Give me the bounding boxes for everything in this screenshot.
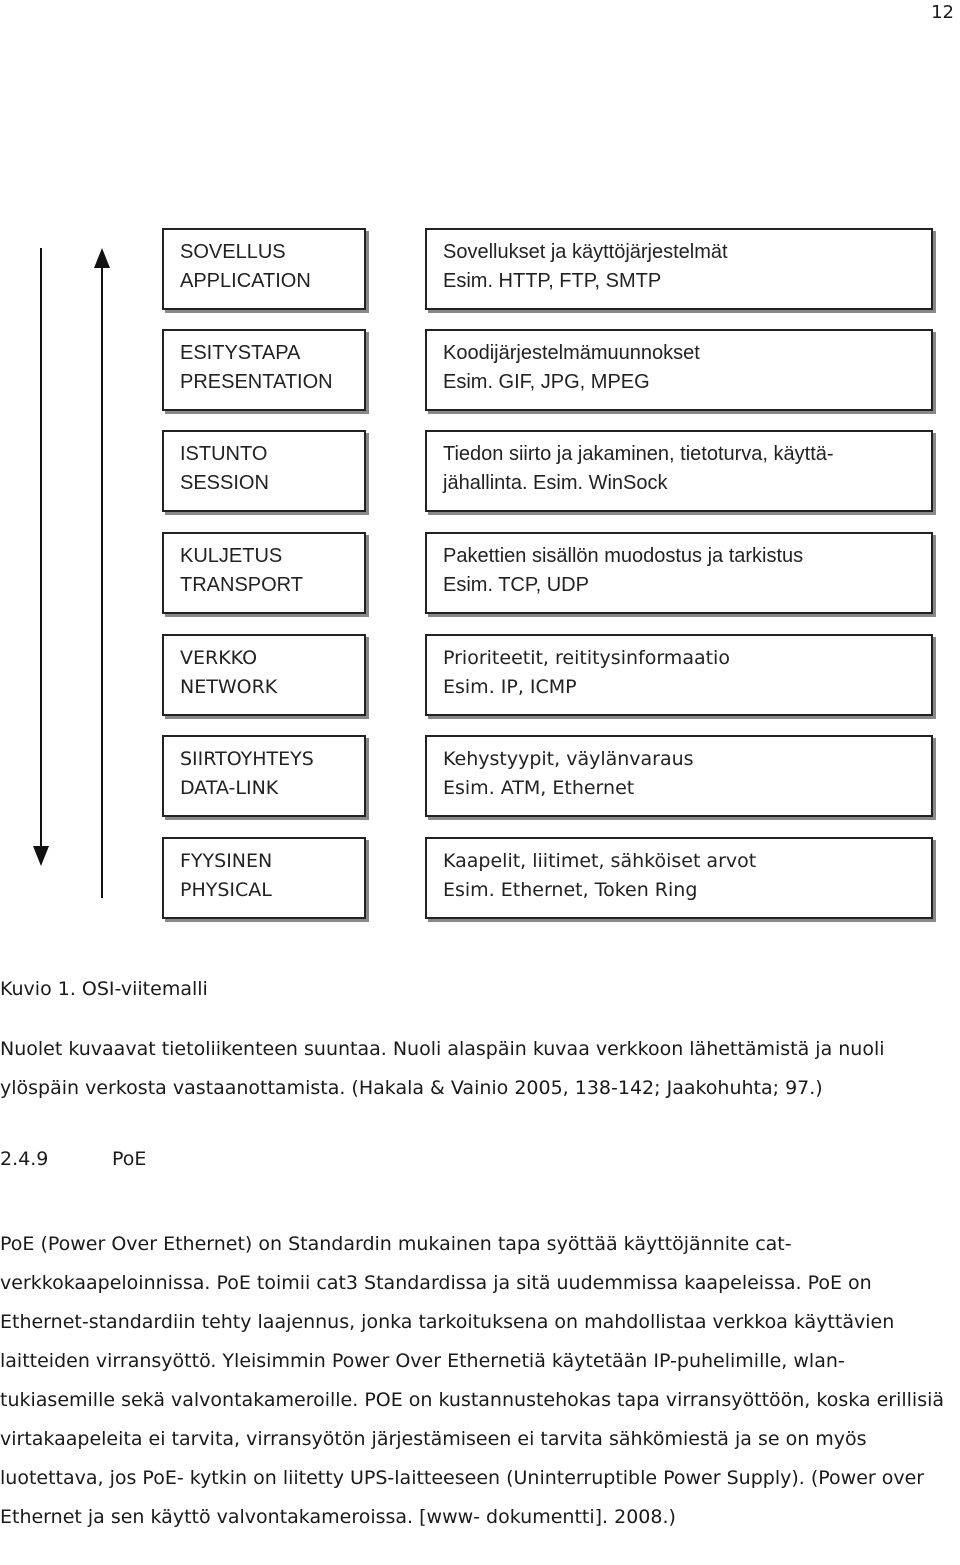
layer-name-fi: ISTUNTO <box>180 443 268 465</box>
desc-example: Esim. HTTP, FTP, SMTP <box>443 270 662 292</box>
osi-desc-network <box>425 634 933 716</box>
layer-name-en: DATA-LINK <box>180 777 279 799</box>
layer-name-fi: FYYSINEN <box>180 850 273 872</box>
desc-line: Tiedon siirto ja jakaminen, tietoturva, käyttä- <box>443 443 834 465</box>
desc-example: Esim. IP, ICMP <box>443 676 577 698</box>
osi-desc-session <box>425 430 933 512</box>
desc-line: Pakettien sisällön muodostus ja tarkistus <box>443 545 804 567</box>
desc-line: Kehystyypit, väylänvaraus <box>443 748 694 770</box>
section-title: PoE <box>112 1148 147 1170</box>
layer-name-en: APPLICATION <box>180 270 311 292</box>
desc-example: Esim. GIF, JPG, MPEG <box>443 371 650 393</box>
osi-desc-data-link <box>425 735 933 817</box>
desc-example: Esim. TCP, UDP <box>443 574 589 596</box>
page-number: 12 <box>931 2 954 23</box>
desc-line: Koodijärjestelmämuunnokset <box>443 342 700 364</box>
osi-layer-session <box>162 430 366 512</box>
osi-layer-application <box>162 228 366 310</box>
desc-example: jähallinta. Esim. WinSock <box>443 472 668 494</box>
osi-desc-presentation <box>425 329 933 411</box>
layer-name-en: TRANSPORT <box>180 574 303 596</box>
desc-line: Sovellukset ja käyttöjärjestelmät <box>443 241 728 263</box>
layer-name-fi: ESITYSTAPA <box>180 342 301 364</box>
layer-name-fi: SOVELLUS <box>180 241 286 263</box>
section-number: 2.4.9 <box>0 1148 49 1170</box>
layer-name-fi: SIIRTOYHTEYS <box>180 748 314 770</box>
layer-name-fi: KULJETUS <box>180 545 283 567</box>
osi-desc-transport <box>425 532 933 614</box>
desc-line: Kaapelit, liitimet, sähköiset arvot <box>443 850 757 872</box>
desc-example: Esim. Ethernet, Token Ring <box>443 879 698 901</box>
paragraph-poe: PoE (Power Over Ethernet) on Standardin mukainen tapa syöttää käyttöjännite cat-verkkokaapeloinnissa. PoE toimii cat3 Standardissa ja sitä uudemmissa kaapeleissa. PoE on Ethernet-standardiin tehty laajennus, jonka tarkoituksena on mahdollistaa verkkoa käyttävien laitteiden virransyöttö. Yleisimmin Power Over Ethernetiä käytetään IP-puhelimille, wlan-tukiasemille sekä valvontakameroille. POE on kustannustehokas tapa virransyöttöön, koska erillisiä virtakaapeleita ei tarvita, virransyötön järjestämiseen ei tarvita sähkömiestä ja se on myös luotettava, jos PoE- kytkin on liitetty UPS-laitteeseen (Uninterruptible Power Supply). (Power over Ethernet ja sen käyttö valvontakameroissa. [www- dokumentti]. 2008.) <box>0 1233 945 1528</box>
layer-name-fi: VERKKO <box>180 647 258 669</box>
osi-layer-transport <box>162 532 366 614</box>
osi-layer-network <box>162 634 366 716</box>
layer-name-en: SESSION <box>180 472 269 494</box>
osi-layer-presentation <box>162 329 366 411</box>
paragraph-arrows: Nuolet kuvaavat tietoliikenteen suuntaa. Nuoli alaspäin kuvaa verkkoon lähettämistä ja nuoli ylöspäin verkosta vastaanottamista. (Hakala & Vainio 2005, 138-142; Jaakohuhta; 97.) <box>0 1038 885 1099</box>
desc-example: Esim. ATM, Ethernet <box>443 777 635 799</box>
osi-desc-application <box>425 228 933 310</box>
layer-name-en: NETWORK <box>180 676 278 698</box>
layer-name-en: PRESENTATION <box>180 371 333 393</box>
layer-name-en: PHYSICAL <box>180 879 272 901</box>
figure-caption: Kuvio 1. OSI-viitemalli <box>0 978 208 1000</box>
osi-layer-physical <box>162 837 366 919</box>
desc-line: Prioriteetit, reititysinformaatio <box>443 647 730 669</box>
osi-desc-physical <box>425 837 933 919</box>
osi-layer-data-link <box>162 735 366 817</box>
section-heading <box>0 1148 958 1170</box>
